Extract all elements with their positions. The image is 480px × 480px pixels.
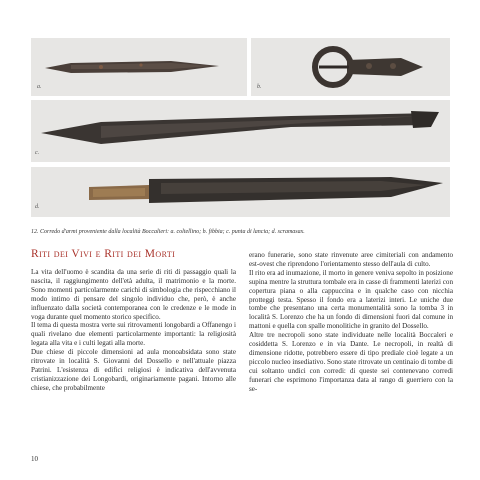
page-number: 10 — [31, 455, 38, 463]
paragraph: Il rito era ad inumazione, il morto in genere veniva sepolto in posizione supina mentre la struttura tombale era in casse di frammenti laterizi con copertura piana o alla cappuccina e in qualche caso con nicchia protteggi testa. Spesso il fondo era a laterizi interi. Le uniche due tombe che presentano una certa monumentalità sono la tomba 3 in località S. Lorenzo che ha un fondo di dimensioni fuori dal comune in mattoni e quella con spalle monolitiche in granito del Dossello. — [249, 268, 453, 331]
right-text-column — [249, 251, 453, 394]
knife-artifact-image — [31, 38, 247, 96]
left-text-column — [31, 268, 236, 393]
paragraph: La vita dell'uomo è scandita da una serie di riti di passaggio quali la nascita, il raggiungimento dell'età adulta, il matrimonio e la morte. Sono momenti particolarmente carichi di simbologia che rispecchiano il modo intimo di pensare del singolo individuo che, però, è anche influenzato dalla società contemporanea con le credenze e le mode in voga durante quel momento storico specifico. — [31, 268, 236, 321]
section-title: Riti dei Vivi e Riti dei Morti — [31, 248, 176, 260]
figure-caption: 12. Corredo d'armi proveniente dalla località Boccalieri: a. coltellino; b. fibbia; c. punta di lancia; d. scramasax. — [31, 229, 305, 235]
buckle-artifact-image — [251, 38, 450, 96]
figure-d-scramasax — [31, 167, 450, 217]
figure-c-spear-point — [31, 100, 450, 162]
figure-a-knife — [31, 38, 247, 96]
paragraph: Due chiese di piccole dimensioni ad aula monoabsidata sono state ritrovate in località S. Giovanni del Dossello e nell'attuale piazza Patrini. L'esistenza di edifici religiosi è indicativa dell'avvenuta cristianizzazione dei Longobardi, originariamente pagani. Intorno alle chiese, che probabilmente — [31, 348, 236, 392]
figure-c-label: c. — [35, 150, 40, 156]
paragraph: Il tema di questa mostra verte sui ritrovamenti longobardi a Offanengo i quali rivelano due elementi particolarmente importanti: la religiosità legata alla vita e i culti legati alla morte. — [31, 321, 236, 348]
spear-point-artifact-image — [31, 100, 450, 162]
paragraph: Altre tre necropoli sono state individuate nelle località Boccaleri e cosiddetta S. Lorenzo e in via Dante. Le necropoli, in realtà di dimensione ridotte, potrebbero essere di tipo prediale cioè legate a un piccolo nucleo insediativo. Sono state ritrovate un centinaio di tombe di cui soltanto undici con corredi: di queste sei contenevano corredi funerari che esprimono l'importanza data al rango di guerriero con la se- — [249, 331, 453, 393]
scramasax-artifact-image — [31, 167, 450, 217]
figure-d-label: d. — [35, 204, 40, 210]
figure-b-buckle — [251, 38, 450, 96]
figure-a-label: a. — [37, 84, 42, 90]
paragraph: erano funerarie, sono state rinvenute aree cimiteriali con andamento est-ovest che riprendono l'orientamento stesso dell'aula di culto. — [249, 251, 453, 268]
figure-b-label: b. — [257, 84, 262, 90]
